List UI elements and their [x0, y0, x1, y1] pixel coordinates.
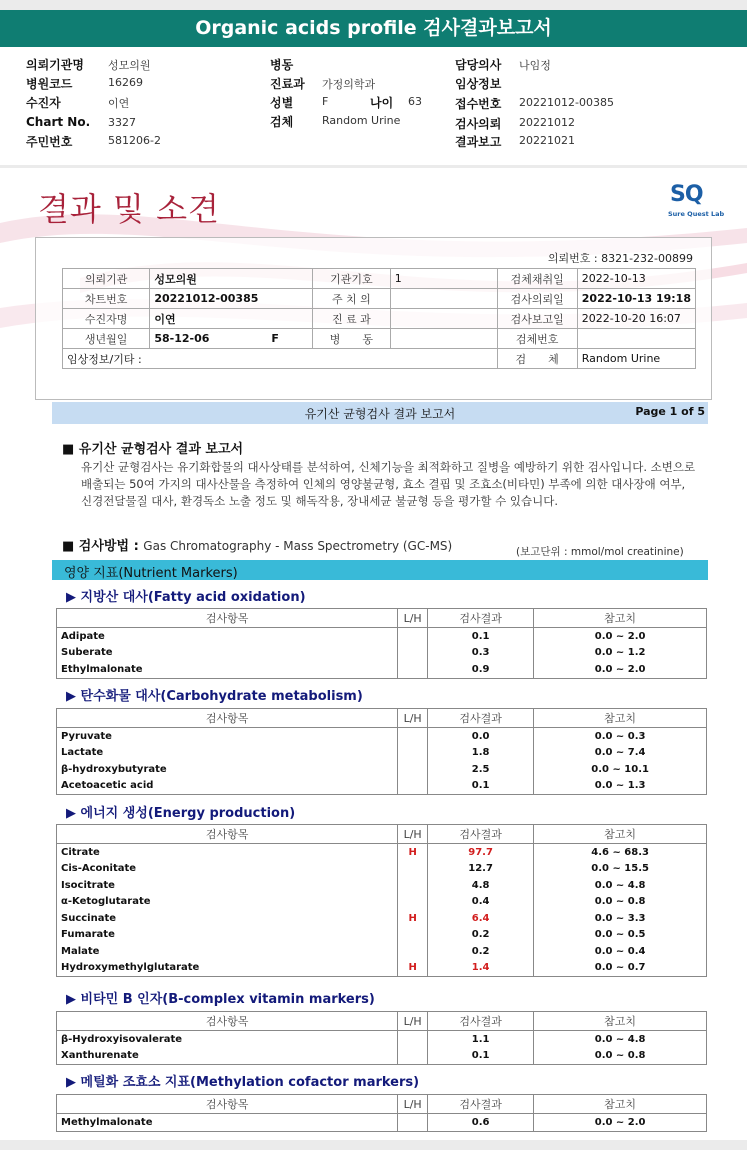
info-label: 검 체 [497, 349, 577, 369]
flag-cell: H [398, 960, 428, 977]
header-value: 3327 [108, 116, 136, 129]
column-header: 참고치 [534, 609, 707, 628]
column-header: 검사항목 [57, 709, 398, 728]
info-value [577, 329, 695, 349]
age-label: 나이 [370, 96, 394, 110]
analyte-name: β-Hydroxyisovalerate [57, 1031, 398, 1048]
reference-range: 0.0 ~ 0.5 [534, 927, 707, 944]
table-row [57, 645, 707, 662]
column-header: 참고치 [534, 1012, 707, 1031]
group-title: ▶ 메틸화 조효소 지표(Methylation cofactor markers) [66, 1075, 420, 1090]
result-value: 0.3 [427, 645, 533, 662]
banner-title: 유기산 균형검사 결과 보고서 [304, 407, 456, 421]
reference-range: 0.0 ~ 0.3 [534, 728, 707, 745]
analyte-name: Suberate [57, 645, 398, 662]
column-header: L/H [398, 1095, 428, 1114]
patient-info-table [62, 268, 696, 369]
report-sheet [0, 168, 747, 1140]
reference-range: 0.0 ~ 7.4 [534, 745, 707, 762]
flag-cell [398, 745, 428, 762]
table-row [57, 728, 707, 745]
info-value: 성모의원 [150, 269, 313, 289]
table-row [57, 877, 707, 894]
info-label: 검체채취일 [497, 269, 577, 289]
flag-cell [398, 877, 428, 894]
analyte-name: Malate [57, 943, 398, 960]
results-table [56, 1094, 707, 1132]
info-label: 기관기호 [312, 269, 390, 289]
analyte-name: Fumarate [57, 927, 398, 944]
analyte-name: Succinate [57, 910, 398, 927]
result-value: 1.1 [427, 1031, 533, 1048]
header-label: 의뢰기관명 [26, 58, 84, 72]
info-label: 의뢰기관 [63, 269, 150, 289]
table-row [57, 844, 707, 861]
table-row [57, 927, 707, 944]
analyte-name: Methylmalonate [57, 1114, 398, 1132]
table-row [57, 761, 707, 778]
result-value: 0.2 [427, 927, 533, 944]
table-row [57, 1114, 707, 1132]
age-value: 63 [408, 95, 422, 108]
info-value: 1 [390, 269, 497, 289]
analyte-name: Xanthurenate [57, 1048, 398, 1065]
group-title: ▶ 탄수화물 대사(Carbohydrate metabolism) [66, 689, 363, 704]
info-value [390, 309, 497, 329]
flag-cell: H [398, 910, 428, 927]
analyte-name: Citrate [57, 844, 398, 861]
info-value: 이연 [150, 309, 313, 329]
flag-cell [398, 778, 428, 795]
flag-cell [398, 943, 428, 960]
column-header: 검사결과 [427, 1095, 533, 1114]
column-header: L/H [398, 709, 428, 728]
analyte-name: α-Ketoglutarate [57, 894, 398, 911]
info-value: 2022-10-13 [577, 269, 695, 289]
table-row [57, 778, 707, 795]
patient-header [0, 47, 747, 165]
header-value: Random Urine [322, 114, 401, 127]
analyte-name: Cis-Aconitate [57, 861, 398, 878]
reference-range: 0.0 ~ 10.1 [534, 761, 707, 778]
flag-cell [398, 927, 428, 944]
results-table [56, 824, 707, 977]
flag-cell [398, 728, 428, 745]
analyte-name: Isocitrate [57, 877, 398, 894]
header-value: 16269 [108, 76, 143, 89]
flag-cell [398, 894, 428, 911]
result-value: 0.0 [427, 728, 533, 745]
results-table [56, 708, 707, 795]
column-header: L/H [398, 609, 428, 628]
reference-range: 0.0 ~ 2.0 [534, 628, 707, 645]
info-value [390, 289, 497, 309]
info-value: 2022-10-20 16:07 [577, 309, 695, 329]
result-value: 0.2 [427, 943, 533, 960]
info-label: 생년월일 [63, 329, 150, 349]
result-value: 12.7 [427, 861, 533, 878]
header-value: 이연 [108, 97, 130, 110]
birth-date: 58-12-06 [154, 332, 210, 345]
info-value: Random Urine [577, 349, 695, 369]
reference-range: 0.0 ~ 2.0 [534, 1114, 707, 1132]
patient-info-box [35, 237, 712, 400]
reference-range: 0.0 ~ 0.8 [534, 1048, 707, 1065]
result-value: 0.1 [427, 1048, 533, 1065]
reference-range: 0.0 ~ 4.8 [534, 877, 707, 894]
flag-cell [398, 661, 428, 678]
info-label: 차트번호 [63, 289, 150, 309]
header-value: 20221012 [519, 116, 575, 129]
intro-text: 유기산 균형검사는 유기화합물의 대사상태를 분석하여, 신체기능을 최적화하고 질병을 예방하기 위한 검사입니다. 소변으로 배출되는 50여 가지의 대사산물을 측정하여 인체의 영양불균형, 효소 결핍 및 조효소(비타민) 부족에 의한 대사장애 여부, 신경전달물질 대사, 환경독소 노출 정도 및 해독작용, 장내세균 불균형 등을 평가할 수 있습니다. [81, 460, 696, 508]
flag-cell [398, 1114, 428, 1132]
intro-heading: ■ 유기산 균형검사 결과 보고서 [62, 442, 244, 457]
info-label: 수진자명 [63, 309, 150, 329]
reference-range: 0.0 ~ 2.0 [534, 661, 707, 678]
group-title: ▶ 에너지 생성(Energy production) [66, 806, 296, 821]
header-label: 수진자 [26, 96, 61, 110]
result-value: 0.6 [427, 1114, 533, 1132]
header-label: 임상정보 [455, 77, 502, 91]
analyte-name: Adipate [57, 628, 398, 645]
reference-range: 0.0 ~ 0.4 [534, 943, 707, 960]
table-row [57, 861, 707, 878]
column-header: 검사항목 [57, 609, 398, 628]
flag-cell [398, 1031, 428, 1048]
table-header-row [57, 825, 707, 844]
result-value: 6.4 [427, 910, 533, 927]
logo-mark: SQ [670, 182, 703, 207]
reference-range: 0.0 ~ 1.2 [534, 645, 707, 662]
analyte-name: Hydroxymethylglutarate [57, 960, 398, 977]
info-label: 진 료 과 [312, 309, 390, 329]
table-row [57, 1031, 707, 1048]
column-header: L/H [398, 1012, 428, 1031]
report-unit: (보고단위 : mmol/mol creatinine) [516, 546, 684, 558]
header-value: 581206-2 [108, 134, 161, 147]
record-number: 의뢰번호 : 8321-232-00899 [547, 252, 693, 265]
table-row [57, 745, 707, 762]
table-row [57, 1048, 707, 1065]
header-label: 병원코드 [26, 77, 73, 91]
reference-range: 0.0 ~ 4.8 [534, 1031, 707, 1048]
info-label: 검사보고일 [497, 309, 577, 329]
table-row [57, 960, 707, 977]
column-header: 참고치 [534, 1095, 707, 1114]
info-label: 병 동 [312, 329, 390, 349]
header-label: 결과보고 [455, 135, 502, 149]
flag-cell [398, 628, 428, 645]
logo-tagline: Sure Quest Lab [668, 210, 725, 218]
header-label: 담당의사 [455, 58, 502, 72]
result-value: 0.1 [427, 778, 533, 795]
group-title: ▶ 비타민 B 인자(B-complex vitamin markers) [66, 992, 375, 1007]
page-indicator: Page 1 of 5 [635, 405, 705, 418]
header-label: 성별 [270, 96, 294, 110]
method-label: ■ 검사방법 : [62, 539, 139, 554]
analyte-name: Acetoacetic acid [57, 778, 398, 795]
info-value: 20221012-00385 [150, 289, 313, 309]
column-header: L/H [398, 825, 428, 844]
info-label: 검사의뢰일 [497, 289, 577, 309]
table-row [57, 910, 707, 927]
flag-cell [398, 645, 428, 662]
header-value: 20221021 [519, 134, 575, 147]
header-label: 주민번호 [26, 135, 73, 149]
results-table [56, 608, 707, 679]
results-table [56, 1011, 707, 1065]
report-title-bar: Organic acids profile 검사결과보고서 [0, 10, 747, 47]
header-label: 병동 [270, 58, 294, 72]
reference-range: 0.0 ~ 0.8 [534, 894, 707, 911]
header-value: 20221012-00385 [519, 96, 614, 109]
column-header: 검사결과 [427, 1012, 533, 1031]
column-header: 검사결과 [427, 709, 533, 728]
reference-range: 0.0 ~ 3.3 [534, 910, 707, 927]
header-label: 진료과 [270, 77, 305, 91]
column-header: 검사결과 [427, 825, 533, 844]
table-header-row [57, 1012, 707, 1031]
info-label: 검체번호 [497, 329, 577, 349]
header-label: 접수번호 [455, 97, 502, 111]
result-value: 2.5 [427, 761, 533, 778]
method-value: Gas Chromatography - Mass Spectrometry (GC-MS) [143, 539, 453, 553]
table-row [57, 943, 707, 960]
column-header: 검사항목 [57, 1012, 398, 1031]
result-value: 1.4 [427, 960, 533, 977]
info-value [390, 329, 497, 349]
column-header: 검사항목 [57, 1095, 398, 1114]
header-value: 가정의학과 [322, 78, 376, 91]
table-row [57, 661, 707, 678]
header-value: F [322, 95, 329, 108]
table-header-row [57, 609, 707, 628]
table-row [57, 894, 707, 911]
reference-range: 0.0 ~ 1.3 [534, 778, 707, 795]
flag-cell: H [398, 844, 428, 861]
section-title: 결과 및 소견 [38, 190, 220, 228]
reference-range: 4.6 ~ 68.3 [534, 844, 707, 861]
result-value: 97.7 [427, 844, 533, 861]
method-heading [62, 535, 452, 554]
column-header: 참고치 [534, 825, 707, 844]
column-header: 검사결과 [427, 609, 533, 628]
flag-cell [398, 1048, 428, 1065]
analyte-name: Lactate [57, 745, 398, 762]
header-value: 나임정 [519, 59, 551, 72]
flag-cell [398, 761, 428, 778]
nutrient-markers-bar [52, 560, 708, 580]
result-value: 4.8 [427, 877, 533, 894]
info-label: 주 치 의 [312, 289, 390, 309]
table-header-row [57, 709, 707, 728]
analyte-name: Ethylmalonate [57, 661, 398, 678]
sex-value: F [271, 332, 279, 345]
clinical-info: 임상정보/기타 : [63, 349, 498, 369]
table-header-row [57, 1095, 707, 1114]
result-value: 0.4 [427, 894, 533, 911]
header-value: 성모의원 [108, 59, 151, 72]
lab-logo [668, 182, 728, 228]
table-row [57, 628, 707, 645]
result-value: 0.9 [427, 661, 533, 678]
header-label: 검체 [270, 115, 294, 129]
report-banner [52, 402, 708, 424]
column-header: 참고치 [534, 709, 707, 728]
group-title: ▶ 지방산 대사(Fatty acid oxidation) [66, 590, 306, 605]
reference-range: 0.0 ~ 15.5 [534, 861, 707, 878]
nutrient-markers-label: 영양 지표(Nutrient Markers) [64, 566, 238, 581]
info-value: 2022-10-13 19:18 [577, 289, 695, 309]
column-header: 검사항목 [57, 825, 398, 844]
info-value [150, 329, 313, 349]
header-label: 검사의뢰 [455, 117, 502, 131]
analyte-name: β-hydroxybutyrate [57, 761, 398, 778]
header-label: Chart No. [26, 115, 91, 129]
flag-cell [398, 861, 428, 878]
result-value: 1.8 [427, 745, 533, 762]
reference-range: 0.0 ~ 0.7 [534, 960, 707, 977]
analyte-name: Pyruvate [57, 728, 398, 745]
result-value: 0.1 [427, 628, 533, 645]
